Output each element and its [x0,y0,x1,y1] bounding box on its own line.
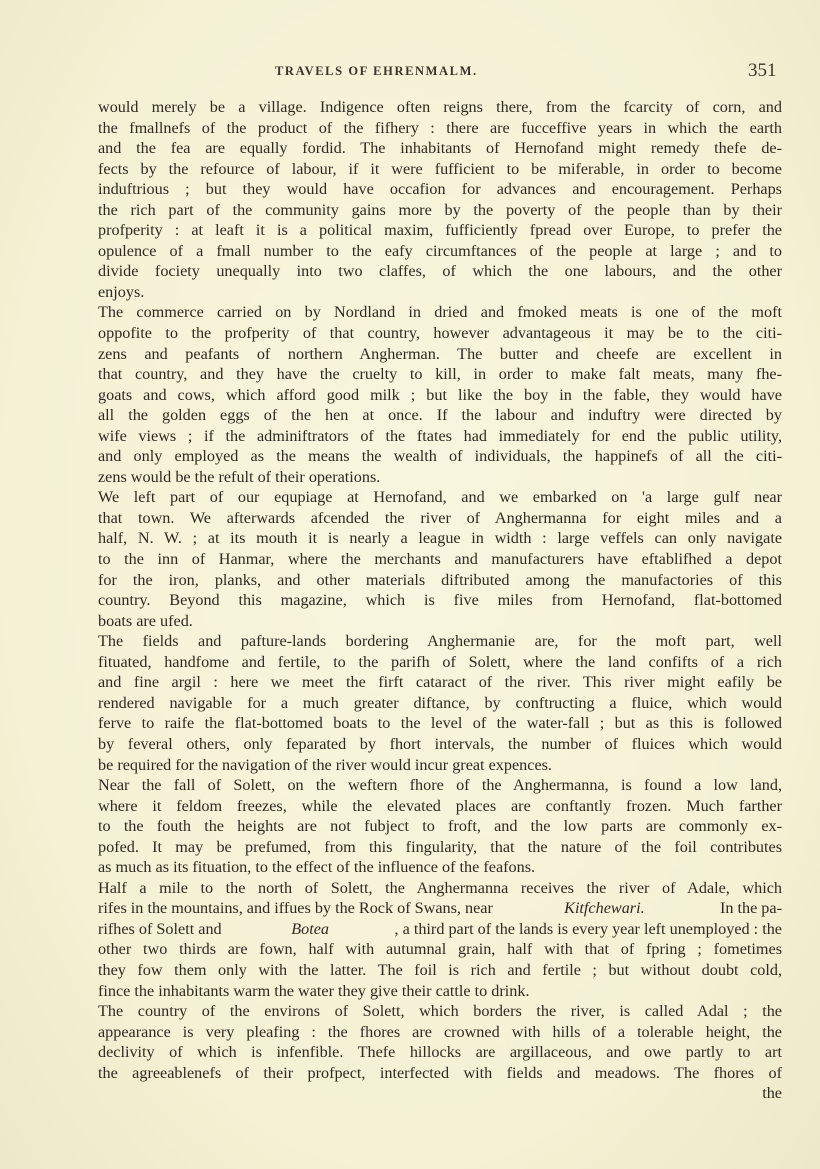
italic-place-name: Botea [291,919,329,938]
text-line: profperity : at leaft it is a political maxim, fufficiently fpread over Europe, to prefer the [98,221,782,240]
italic-place-name: Kitfchewari. [564,899,645,918]
text-line: for the iron, planks, and other materials diftributed among the manufactories of this [98,570,782,589]
text-line: Near the fall of Solett, on the weftern fhore of the Anghermanna, is found a low land, [98,776,782,795]
text-line: The country of the environs of Solett, which borders the river, is called Adal ; the [98,1002,782,1021]
text-line: The commerce carried on by Nordland in dried and fmoked meats is one of the moft [98,303,782,322]
text-segment: rifes in the mountains, and iffues by the Rock of Swans, near [98,899,497,918]
text-line: pofed. It may be prefumed, from this fingularity, that the nature of the foil contributes [98,837,782,856]
text-line [98,898,782,919]
text-line: half, N. W. ; at its mouth it is nearly a league in width : large veffels can only navigate [98,529,782,548]
text-line: the fmallnefs of the product of the fifhery : there are fucceffive years in which the earth [98,118,782,137]
text-line: and only employed as the means the wealth of individuals, the happinefs of all the citi- [98,447,782,466]
text-line: to the fouth the heights are not fubject to froft, and the low parts are commonly ex- [98,817,782,836]
text-line: fituated, handfome and fertile, to the parifh of Solett, where the land confifts of a rich [98,652,782,671]
text-line: wife views ; if the adminiftrators of the ftates had immediately for end the public utility, [98,426,782,445]
text-line: that country, and they have the cruelty to kill, in order to make falt meats, many fhe- [98,365,782,384]
text-line: opulence of a fmall number to the eafy circumftances of the people at large ; and to [98,241,782,260]
text-line: to the inn of Hanmar, where the merchants and manufacturers have eftablifhed a depot [98,550,782,569]
text-line: that town. We afterwards afcended the river of Anghermanna for eight miles and a [98,508,782,527]
text-line: ferve to raife the flat-bottomed boats to the level of the water-fall ; but as this is followed [98,714,782,733]
text-line: declivity of which is infenfible. Thefe hillocks are argillaceous, and owe partly to art [98,1043,782,1062]
text-line: they fow them only with the latter. The foil is rich and fertile ; but without doubt cold, [98,960,782,979]
catchword: the [762,1084,782,1103]
text-segment: In the pa- [711,899,782,918]
text-line [98,919,782,940]
text-line: where it feldom freezes, while the elevated places are conftantly frozen. Much farther [98,796,782,815]
text-line: the agreeablenefs of their profpect, interfected with fields and meadows. The fhores of [98,1063,782,1082]
text-line: divide fociety unequally into two claffes, of which the one labours, and the other [98,262,782,281]
text-line: zens and peafants of northern Angherman. The butter and cheefe are excellent in [98,344,782,363]
text-line: and the fea are equally fordid. The inhabitants of Hernofand might remedy thefe de- [98,139,782,158]
text-line: other two thirds are fown, half with autumnal grain, half with that of fpring ; fometimes [98,940,782,959]
text-line: be required for the navigation of the river would incur great expences. [98,755,552,774]
text-line: country. Beyond this magazine, which is five miles from Hernofand, flat-bottomed [98,591,782,610]
text-line: as much as its fituation, to the effect of the influence of the feafons. [98,858,536,877]
text-line: fince the inhabitants warm the water they give their cattle to drink. [98,981,530,1000]
body-text [98,97,782,1104]
text-line: and fine argil : here we meet the firft cataract of the river. This river might eafily be [98,673,782,692]
text-line: appearance is very pleafing : the fhores are crowned with hills of a tolerable height, the [98,1022,782,1041]
text-line: enjoys. [98,282,145,301]
text-line: oppofite to the profperity of that country, however advantageous it may be to the citi- [98,324,782,343]
running-title: TRAVELS OF EHRENMALM. [275,64,478,78]
text-segment: rifhes of Solett and [98,919,226,938]
page-number: 351 [748,60,777,81]
text-line: zens would be the refult of their operations. [98,467,381,486]
text-line: induftrious ; but they would have occafion for advances and encouragement. Perhaps [98,180,782,199]
text-line: boats are ufed. [98,611,193,630]
text-line: fects by the refource of labour, if it were fufficient to be miferable, in order to become [98,159,782,178]
text-line: rendered navigable for a much greater diftance, by conftructing a fluice, which would [98,693,782,712]
text-line: Half a mile to the north of Solett, the Anghermanna receives the river of Adale, which [98,878,782,897]
page-header [0,62,820,82]
text-line: by feveral others, only feparated by fhort intervals, the number of fluices which would [98,734,782,753]
text-line: goats and cows, which afford good milk ; but like the boy in the fable, they would have [98,385,782,404]
text-line: the rich part of the community gains more by the poverty of the people than by their [98,200,782,219]
text-line: We left part of our equpiage at Hernofand, and we embarked on 'a large gulf near [98,488,782,507]
text-line: would merely be a village. Indigence often reigns there, from the fcarcity of corn, and [98,98,782,116]
text-segment: , a third part of the lands is every year left unemployed : the [394,919,782,938]
text-line: all the golden eggs of the hen at once. If the labour and induftry were directed by [98,406,782,425]
text-line: The fields and pafture-lands bordering Anghermanie are, for the moft part, well [98,632,782,651]
